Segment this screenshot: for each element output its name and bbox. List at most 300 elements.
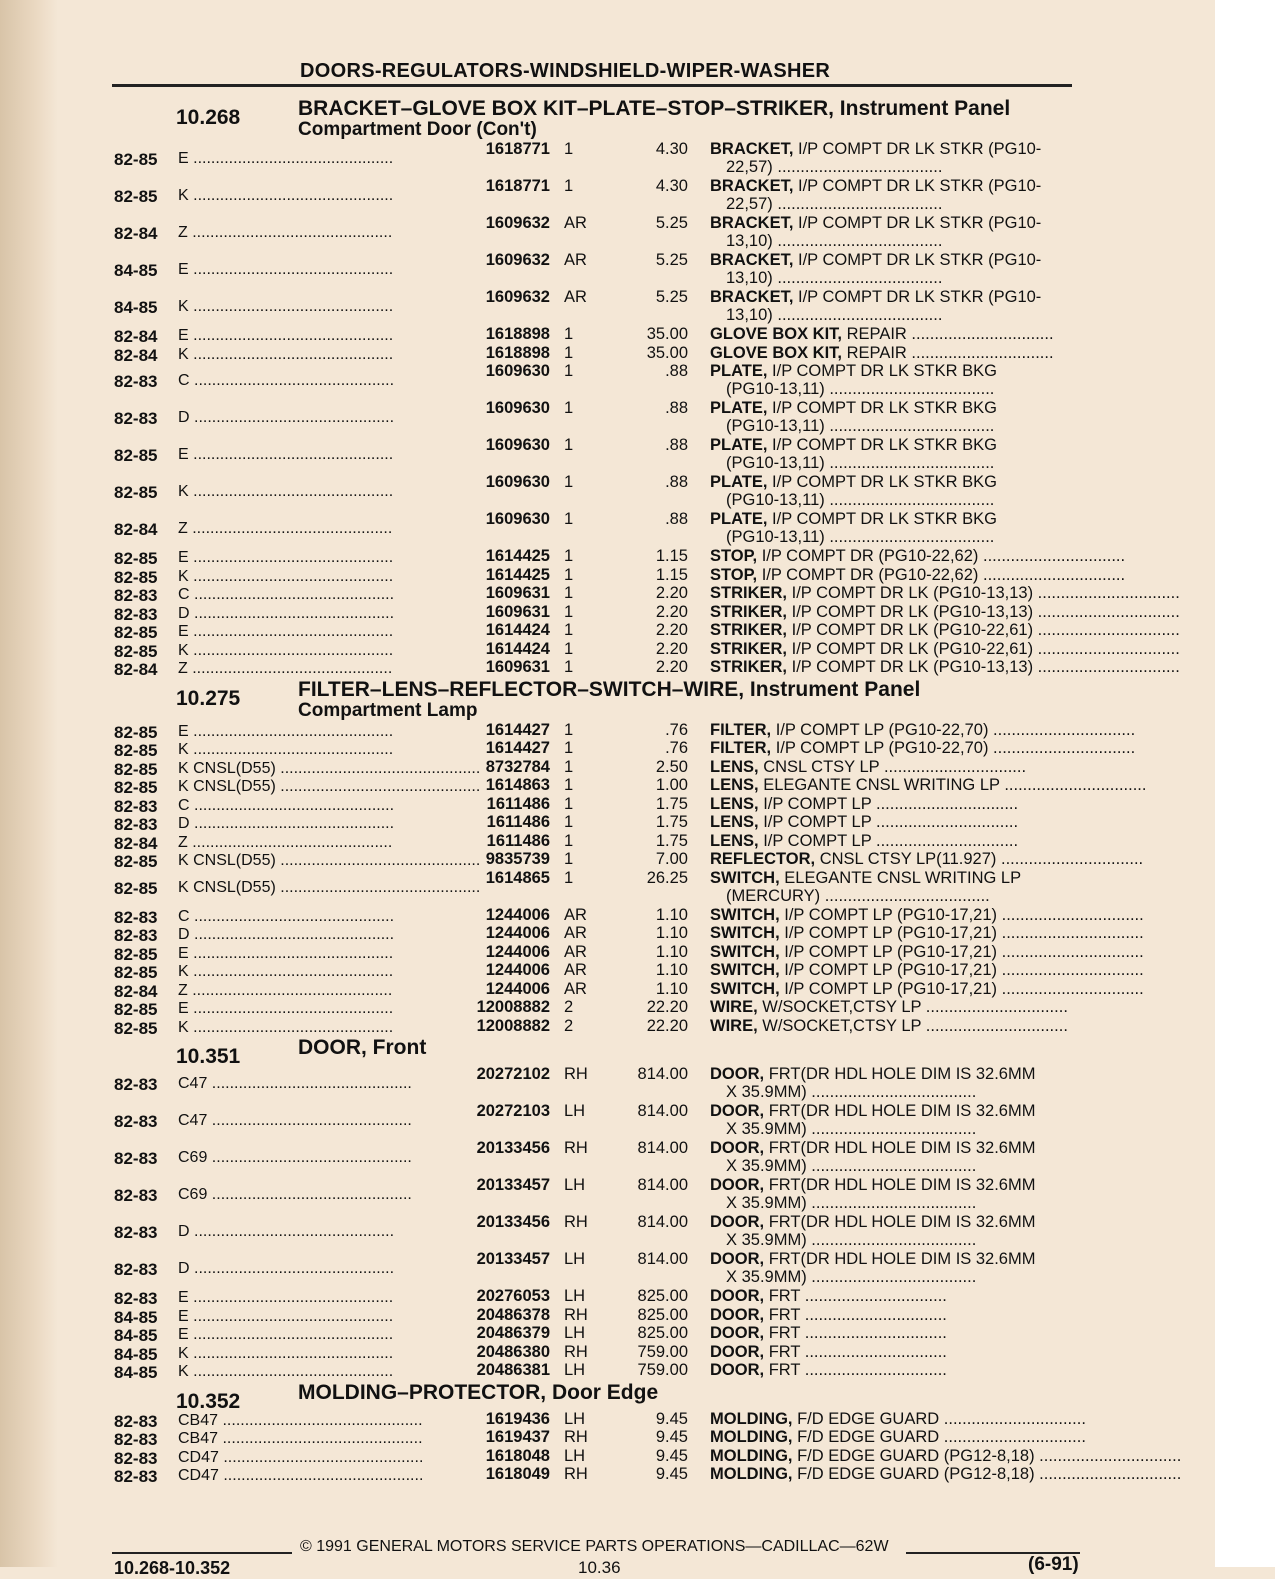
part-description: I/P COMPT DR LK STKR (PG10- xyxy=(798,214,1042,232)
description xyxy=(710,1213,1080,1249)
leader-dots: ............................................. xyxy=(188,567,394,585)
part-description: FRT xyxy=(768,1287,801,1305)
part-description: FRT xyxy=(768,1324,801,1342)
model-years: 84-85 xyxy=(114,298,158,317)
leader-dots: ............................................. xyxy=(187,520,393,537)
table-row xyxy=(112,719,1136,742)
model-code xyxy=(178,483,448,501)
part-name: MOLDING, xyxy=(710,1428,793,1446)
leader-dots: ............................................. xyxy=(207,1149,412,1166)
price: 1.10 xyxy=(655,979,688,998)
part-name: FILTER, xyxy=(710,720,772,739)
leader-dots: ............................................. xyxy=(188,944,394,962)
table-row xyxy=(112,941,1144,964)
model-years: 82-85 xyxy=(114,549,158,568)
leader-dots: ............................... xyxy=(1033,621,1180,639)
description xyxy=(710,961,1144,979)
price: 814.00 xyxy=(637,1213,688,1231)
part-description-cont xyxy=(710,491,1080,509)
quantity: 1 xyxy=(564,510,574,528)
leader-dots: ............................................. xyxy=(189,586,395,603)
description xyxy=(710,1409,1086,1428)
part-description: ELEGANTE CNSL WRITING LP xyxy=(784,868,1022,887)
quantity: 1 xyxy=(564,177,574,195)
leader-dots: ............................................. xyxy=(207,1112,412,1129)
quantity: LH xyxy=(564,1361,586,1379)
part-description: W/SOCKET,CTSY LP xyxy=(762,998,922,1016)
part-number: 1611486 xyxy=(486,813,550,831)
part-number: 8732784 xyxy=(485,757,550,776)
description xyxy=(710,1102,1080,1138)
part-number: 20133457 xyxy=(476,1176,550,1194)
quantity: 1 xyxy=(564,547,574,565)
part-name: SWITCH, xyxy=(710,924,780,942)
leader-dots: ............................................. xyxy=(189,1223,395,1240)
model-code-text: E xyxy=(178,327,189,344)
part-number: 1614427 xyxy=(485,720,550,739)
part-description: I/P COMPT DR (PG10-22,62) xyxy=(761,547,979,565)
table-row xyxy=(112,1285,1080,1308)
part-description-line2: 13,10) xyxy=(726,269,773,287)
leader-dots: .................................... xyxy=(824,417,995,435)
price: 1.10 xyxy=(655,924,688,942)
table-row xyxy=(112,638,1180,661)
model-code-text: E xyxy=(178,261,189,278)
price: 4.30 xyxy=(655,140,688,158)
quantity: LH xyxy=(564,1287,586,1305)
part-name: DOOR, xyxy=(710,1361,765,1379)
part-description: I/P COMPT LP (PG10-17,21) xyxy=(784,961,998,979)
leader-dots: .................................... xyxy=(772,195,943,213)
model-years: 82-83 xyxy=(114,1149,158,1168)
table-row xyxy=(112,323,1080,346)
quantity: AR xyxy=(564,214,587,232)
part-description-cont xyxy=(710,232,1080,250)
leader-dots: .................................... xyxy=(806,1194,977,1212)
description xyxy=(710,565,1126,584)
part-description: CNSL CTSY LP xyxy=(763,757,880,776)
table-row xyxy=(112,1137,1080,1174)
part-description: FRT(DR HDL HOLE DIM IS 32.6MM xyxy=(768,1102,1036,1120)
price: 814.00 xyxy=(637,1065,688,1083)
table-row xyxy=(112,848,1144,871)
description xyxy=(710,362,1080,398)
leader-dots: ............................... xyxy=(1033,639,1180,658)
quantity: 1 xyxy=(564,436,574,454)
description xyxy=(710,998,1080,1016)
model-years: 82-85 xyxy=(114,641,158,661)
leader-dots: .................................... xyxy=(824,454,995,472)
part-description-cont xyxy=(710,1157,1080,1175)
part-name: BRACKET, xyxy=(710,288,794,306)
price: .88 xyxy=(665,473,688,491)
part-description: I/P COMPT DR LK (PG10-13,13) xyxy=(791,584,1034,602)
table-row xyxy=(112,434,1080,471)
part-name: SWITCH, xyxy=(710,868,780,887)
part-description-line2: X 35.9MM) xyxy=(726,1268,807,1286)
part-name: PLATE, xyxy=(710,473,768,491)
part-description: I/P COMPT DR (PG10-22,62) xyxy=(761,565,979,584)
part-name: FILTER, xyxy=(710,739,772,757)
leader-dots: ............................................. xyxy=(188,549,394,566)
model-years: 82-84 xyxy=(114,833,158,853)
price: 1.10 xyxy=(655,905,688,924)
model-code-text: C xyxy=(178,372,190,389)
quantity: RH xyxy=(564,1305,588,1324)
leader-dots: ............................................. xyxy=(188,641,394,659)
description xyxy=(710,251,1080,287)
table-row xyxy=(112,1304,1080,1327)
quantity: RH xyxy=(564,1139,588,1157)
model-years: 82-85 xyxy=(114,150,158,169)
part-description-line2: (MERCURY) xyxy=(726,886,821,905)
part-number: 1609630 xyxy=(485,510,550,528)
part-number: 1614865 xyxy=(485,868,550,887)
price: 22.20 xyxy=(646,998,688,1016)
part-number: 1618771 xyxy=(485,140,550,158)
part-name: PLATE, xyxy=(710,436,768,454)
model-years: 82-83 xyxy=(114,796,158,816)
leader-dots: ............................................. xyxy=(188,261,394,278)
quantity: AR xyxy=(564,288,587,306)
part-description: I/P COMPT LP xyxy=(763,831,872,850)
leader-dots: ............................................. xyxy=(189,372,395,389)
model-years: 82-83 xyxy=(114,815,158,834)
table-row xyxy=(112,830,1080,853)
part-name: DOOR, xyxy=(710,1342,765,1361)
part-description: FRT(DR HDL HOLE DIM IS 32.6MM xyxy=(768,1176,1036,1194)
part-description: I/P COMPT DR LK STKR BKG xyxy=(772,510,997,528)
part-number: 1614863 xyxy=(485,776,550,794)
leader-dots: ............................... xyxy=(997,961,1144,979)
part-number: 1244006 xyxy=(485,961,550,979)
model-years: 82-83 xyxy=(114,1260,158,1279)
description xyxy=(710,325,1080,343)
table-row xyxy=(112,1426,1086,1449)
model-code-text: K xyxy=(178,641,189,659)
model-code-text: K xyxy=(178,483,189,500)
leader-dots: ............................... xyxy=(999,776,1147,794)
model-code-text: K xyxy=(178,963,189,980)
section xyxy=(112,96,1180,679)
model-code-text: C47 xyxy=(178,1112,208,1129)
part-description-line2: 13,10) xyxy=(726,306,773,324)
description xyxy=(710,214,1080,250)
model-code-text: Z xyxy=(178,833,188,851)
leader-dots: ............................... xyxy=(800,1287,947,1305)
table-row xyxy=(112,545,1126,568)
part-description: F/D EDGE GUARD (PG12-8,18) xyxy=(797,1446,1035,1465)
description xyxy=(710,1428,1086,1446)
part-description: FRT xyxy=(768,1342,801,1361)
leader-dots: .................................... xyxy=(806,1231,977,1249)
model-years: 84-85 xyxy=(114,1307,158,1327)
model-code-text: E xyxy=(178,1000,189,1017)
description xyxy=(710,1343,1080,1361)
table-row xyxy=(112,397,1080,434)
part-number: 1618049 xyxy=(485,1465,550,1483)
part-number: 1611486 xyxy=(486,794,550,813)
quantity: 1 xyxy=(564,720,574,739)
part-name: MOLDING, xyxy=(710,1409,793,1428)
model-years: 82-85 xyxy=(114,187,158,206)
quantity: LH xyxy=(564,1250,586,1268)
model-years: 82-85 xyxy=(114,446,158,465)
table-row xyxy=(112,1463,1182,1486)
leader-dots: .................................... xyxy=(806,1120,977,1138)
description xyxy=(710,177,1080,213)
part-name: BRACKET, xyxy=(710,140,794,158)
part-number: 1609630 xyxy=(485,362,550,380)
model-years: 82-83 xyxy=(114,604,158,624)
part-number: 1244006 xyxy=(485,905,550,924)
model-code-text: C xyxy=(178,586,190,603)
leader-dots: ............................................. xyxy=(218,1467,424,1484)
price: 1.75 xyxy=(655,813,688,831)
leader-dots: ............................... xyxy=(939,1409,1086,1428)
part-name: BRACKET, xyxy=(710,177,794,195)
price: 1.15 xyxy=(655,565,688,584)
price: 814.00 xyxy=(637,1102,688,1120)
part-number: 1614425 xyxy=(485,547,550,565)
quantity: 1 xyxy=(564,739,574,757)
part-number: 20133456 xyxy=(476,1213,550,1231)
model-code-text: E xyxy=(178,446,189,463)
table-row xyxy=(112,1445,1182,1468)
quantity: 1 xyxy=(564,325,574,343)
leader-dots: ............................................. xyxy=(275,878,481,896)
quantity: 1 xyxy=(564,776,574,794)
description xyxy=(710,813,1080,831)
leader-dots: ............................................. xyxy=(275,852,481,869)
model-years: 82-85 xyxy=(114,944,158,964)
section xyxy=(112,677,1147,1038)
footer-copyright: © 1991 GENERAL MOTORS SERVICE PARTS OPERATIONS—CADILLAC—62W xyxy=(300,1538,889,1555)
part-number: 1609632 xyxy=(485,251,550,269)
part-description: FRT(DR HDL HOLE DIM IS 32.6MM xyxy=(768,1213,1036,1231)
model-code-text: C47 xyxy=(178,1075,208,1092)
quantity: 1 xyxy=(564,140,574,158)
model-years: 82-85 xyxy=(114,759,158,779)
price: .76 xyxy=(665,739,688,757)
description xyxy=(710,869,1080,905)
part-description: I/P COMPT LP (PG10-17,21) xyxy=(784,905,998,924)
leader-dots: ............................................. xyxy=(188,1363,394,1380)
part-name: STRIKER, xyxy=(710,584,788,602)
part-description-line2: X 35.9MM) xyxy=(726,1083,807,1101)
model-code-text: K xyxy=(178,1344,189,1362)
part-number: 12008882 xyxy=(476,998,550,1016)
model-code xyxy=(178,878,481,897)
part-name: REFLECTOR, xyxy=(710,850,816,868)
price: 9.45 xyxy=(655,1409,688,1428)
leader-dots: ............................... xyxy=(871,794,1019,813)
part-number: 20486379 xyxy=(476,1324,550,1342)
description xyxy=(710,473,1080,509)
leader-dots: ............................... xyxy=(800,1361,947,1379)
model-years: 82-83 xyxy=(114,907,158,927)
model-years: 82-83 xyxy=(114,1430,158,1449)
table-row xyxy=(112,601,1180,624)
model-code-text: C xyxy=(178,907,190,925)
model-code xyxy=(178,1075,448,1093)
leader-dots: ............................................. xyxy=(189,604,395,622)
part-name: PLATE, xyxy=(710,510,768,528)
description xyxy=(710,602,1180,621)
part-name: DOOR, xyxy=(710,1287,765,1305)
section-number: 10.275 xyxy=(176,686,241,710)
leader-dots: ............................................. xyxy=(187,224,393,241)
description xyxy=(710,510,1080,546)
table-row xyxy=(112,360,1080,397)
section-title: FILTER–LENS–REFLECTOR–SWITCH–WIRE, Instrument Panel xyxy=(298,677,921,701)
model-years: 82-85 xyxy=(114,852,158,871)
part-number: 1611486 xyxy=(486,831,550,850)
model-years: 84-85 xyxy=(114,261,158,280)
model-years: 82-84 xyxy=(114,345,158,365)
model-code-text: D xyxy=(178,815,190,832)
quantity: 1 xyxy=(564,399,574,417)
part-name: MOLDING, xyxy=(710,1465,793,1483)
quantity: RH xyxy=(564,1065,588,1083)
part-number: 1618048 xyxy=(485,1446,550,1465)
part-description-line2: 13,10) xyxy=(726,232,773,250)
model-code-text: CB47 xyxy=(178,1411,219,1429)
part-name: STOP, xyxy=(710,547,758,565)
price: 825.00 xyxy=(637,1287,688,1305)
table-row xyxy=(112,1341,1080,1364)
page-margin-right xyxy=(1215,0,1275,1567)
price: 1.15 xyxy=(655,547,688,565)
table-row xyxy=(112,756,1080,779)
leader-dots: ............................... xyxy=(921,1016,1068,1035)
description xyxy=(710,436,1080,472)
part-number: 20276053 xyxy=(476,1287,550,1305)
price: 22.20 xyxy=(646,1016,688,1035)
part-number: 12008882 xyxy=(476,1016,550,1035)
part-description: FRT(DR HDL HOLE DIM IS 32.6MM xyxy=(768,1139,1036,1157)
model-code xyxy=(178,261,448,279)
model-code-text: K xyxy=(178,1363,189,1380)
price: 9.45 xyxy=(655,1428,688,1446)
leader-dots: ............................... xyxy=(997,905,1144,924)
part-name: DOOR, xyxy=(710,1324,765,1342)
leader-dots: ............................................. xyxy=(189,409,395,426)
part-description: I/P COMPT LP (PG10-22,70) xyxy=(775,739,989,757)
table-row xyxy=(112,1322,1080,1345)
part-description-cont xyxy=(710,1194,1080,1212)
model-code xyxy=(178,1149,448,1167)
model-years: 82-83 xyxy=(114,1448,158,1468)
part-description-cont xyxy=(710,417,1080,435)
leader-dots: ............................................. xyxy=(189,907,395,925)
price: .88 xyxy=(665,510,688,528)
quantity: 2 xyxy=(564,998,574,1016)
model-years: 82-83 xyxy=(114,1223,158,1242)
part-description: FRT(DR HDL HOLE DIM IS 32.6MM xyxy=(768,1065,1036,1083)
part-name: STOP, xyxy=(710,565,758,584)
price: 1.75 xyxy=(655,831,688,850)
model-years: 82-84 xyxy=(114,520,158,539)
description xyxy=(710,924,1144,942)
leader-dots: ............................................. xyxy=(188,345,394,363)
part-number: 1609632 xyxy=(485,288,550,306)
description xyxy=(710,1446,1182,1465)
model-code-text: Z xyxy=(178,224,188,241)
price: 2.20 xyxy=(655,639,688,658)
model-code xyxy=(178,660,448,678)
model-code-text: K xyxy=(178,741,189,758)
leader-dots: ............................................. xyxy=(189,926,395,943)
leader-dots: .................................... xyxy=(824,380,995,398)
leader-dots: ............................... xyxy=(1033,584,1180,602)
part-description: I/P COMPT LP (PG10-22,70) xyxy=(775,720,989,739)
leader-dots: ............................... xyxy=(978,565,1126,584)
section-number: 10.268 xyxy=(176,106,241,129)
table-row xyxy=(112,811,1080,834)
part-name: BRACKET, xyxy=(710,214,794,232)
leader-dots: ............................... xyxy=(996,850,1144,868)
part-number: 1609630 xyxy=(485,399,550,417)
part-name: LENS, xyxy=(710,757,759,776)
table-row xyxy=(112,1359,1080,1382)
quantity: AR xyxy=(564,979,587,998)
price: 2.20 xyxy=(655,621,688,639)
table-row xyxy=(112,959,1144,982)
leader-dots: ............................... xyxy=(988,739,1136,757)
part-name: DOOR, xyxy=(710,1176,765,1194)
table-row xyxy=(112,342,1080,365)
quantity: 1 xyxy=(564,794,574,813)
leader-dots: ............................... xyxy=(978,547,1126,565)
leader-dots: ............................... xyxy=(871,813,1019,831)
quantity: RH xyxy=(564,1465,588,1483)
part-description-cont xyxy=(710,528,1080,546)
part-name: DOOR, xyxy=(710,1065,765,1083)
footer-date: (6-91) xyxy=(1028,1554,1079,1575)
model-code-text: K CNSL(D55) xyxy=(178,878,276,896)
quantity: LH xyxy=(564,1409,586,1428)
description xyxy=(710,1065,1080,1101)
price: 825.00 xyxy=(637,1305,688,1324)
part-number: 1244006 xyxy=(485,942,550,961)
model-years: 82-83 xyxy=(114,1411,158,1431)
model-code-text: E xyxy=(178,150,189,167)
part-name: SWITCH, xyxy=(710,905,780,924)
description xyxy=(710,832,1080,850)
model-code-text: Z xyxy=(178,660,188,677)
model-years: 82-83 xyxy=(114,1289,158,1308)
part-description: F/D EDGE GUARD xyxy=(797,1409,940,1428)
leader-dots: ............................... xyxy=(988,720,1136,739)
leader-dots: ............................................. xyxy=(188,722,394,740)
model-years: 82-85 xyxy=(114,567,158,587)
part-description-cont xyxy=(710,269,1080,287)
part-description-line2: X 35.9MM) xyxy=(726,1231,807,1249)
model-code-text: K xyxy=(178,567,189,585)
leader-dots: ............................................. xyxy=(275,759,481,777)
part-description: I/P COMPT DR LK (PG10-22,61) xyxy=(791,621,1034,639)
part-description-cont xyxy=(710,1120,1080,1138)
part-description-cont xyxy=(710,158,1080,176)
quantity: LH xyxy=(564,1324,586,1342)
quantity: AR xyxy=(564,961,587,979)
model-code xyxy=(178,298,448,316)
model-code xyxy=(178,187,448,205)
model-code xyxy=(178,1467,448,1485)
description xyxy=(710,1324,1080,1342)
price: 1.10 xyxy=(655,961,688,979)
